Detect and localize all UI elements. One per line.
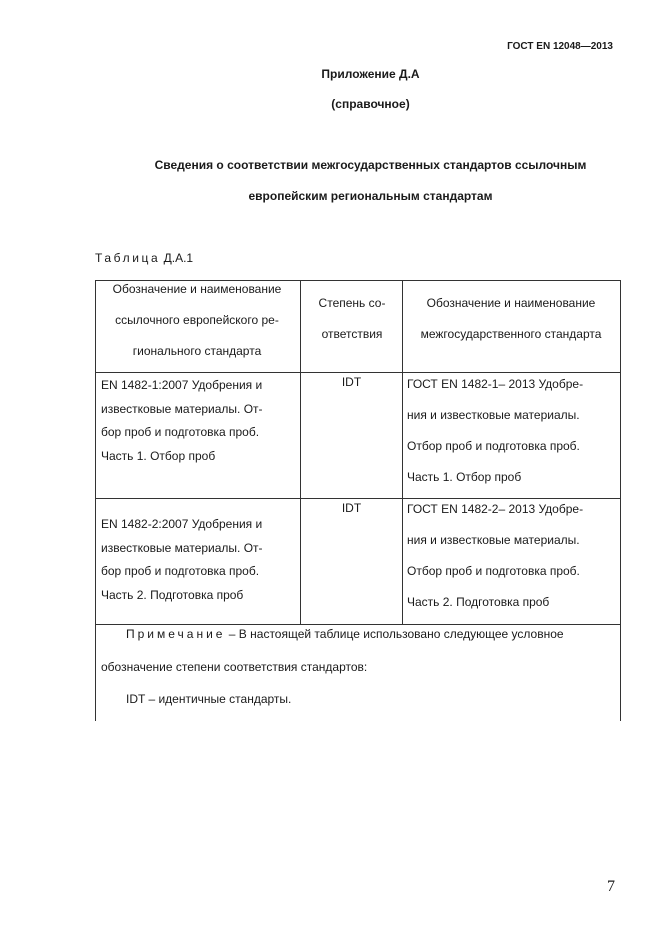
cell-line: EN 1482-1:2007 Удобрения и xyxy=(101,378,263,392)
cell-line: EN 1482-2:2007 Удобрения и xyxy=(101,517,263,531)
note-line-1-text: – В настоящей таблице использовано следующее условное xyxy=(225,627,564,641)
table-note-line-3: IDT – идентичные стандарты. xyxy=(126,692,292,706)
cell-line: известковые материалы. От- xyxy=(101,540,263,555)
table-caption xyxy=(95,251,193,265)
cell-line: ГОСТ EN 1482-1– 2013 Удобре- xyxy=(407,377,584,391)
column-header-interstate-standard xyxy=(404,288,618,350)
cell-line: бор проб и подготовка проб. xyxy=(101,564,260,578)
cell-line: Отбор проб и подготовка проб. xyxy=(407,439,580,453)
header-line: Обозначение и наименование xyxy=(426,296,596,310)
cell-line: Часть 1. Отбор проб xyxy=(407,470,522,484)
table-row-1-degree: IDT xyxy=(341,375,362,389)
header-line: гионального стандарта xyxy=(132,344,262,358)
table-row-2-degree: IDT xyxy=(341,501,362,515)
table-note-line-1 xyxy=(126,618,614,651)
appendix-heading-line-1: Сведения о соответствии межгосударственных стандартов ссылочным xyxy=(154,158,587,172)
note-label: Примечание xyxy=(126,627,226,641)
table-row-2-interstate xyxy=(407,494,613,618)
table-border-right xyxy=(620,280,621,721)
appendix-heading-line-2: европейским региональным стандартам xyxy=(248,189,493,203)
cell-line: Отбор проб и подготовка проб. xyxy=(407,564,580,578)
appendix-subtitle: (справочное) xyxy=(331,97,410,111)
cell-line: ГОСТ EN 1482-2– 2013 Удобре- xyxy=(407,502,584,516)
correspondence-table xyxy=(95,280,621,721)
table-row-2-european xyxy=(101,513,292,607)
table-caption-number: Д.А.1 xyxy=(163,251,194,265)
table-caption-prefix: Таблица xyxy=(95,251,161,265)
cell-line: ния и известковые материалы. xyxy=(407,533,580,547)
cell-line: Часть 2. Подготовка проб xyxy=(407,595,550,609)
page-number: 7 xyxy=(607,878,615,895)
cell-line: ния и известковые материалы. xyxy=(407,408,580,422)
table-column-divider-1 xyxy=(300,280,301,624)
appendix-title: Приложение Д.А xyxy=(321,67,420,81)
table-column-divider-2 xyxy=(402,280,403,624)
cell-line: Часть 2. Подготовка проб xyxy=(101,587,244,602)
header-line: ссылочного европейского ре- xyxy=(115,313,279,327)
cell-line: бор проб и подготовка проб. xyxy=(101,425,260,439)
header-line: Обозначение и наименование xyxy=(112,282,282,296)
table-note-line-2: обозначение степени соответствия стандартов: xyxy=(101,660,368,674)
header-line: межгосударственного стандарта xyxy=(420,327,602,341)
table-row-1-interstate xyxy=(407,369,613,493)
cell-line: Часть 1. Отбор проб xyxy=(101,448,216,463)
table-row-1-european xyxy=(101,374,292,468)
table-border-left xyxy=(95,280,96,721)
header-line: Степень со- xyxy=(318,296,386,310)
header-line: ответствия xyxy=(321,327,383,341)
column-header-degree xyxy=(303,288,401,350)
column-header-european-standard xyxy=(97,274,297,367)
cell-line: известковые материалы. От- xyxy=(101,401,263,416)
standard-code-header: ГОСТ EN 12048—2013 xyxy=(507,41,613,52)
